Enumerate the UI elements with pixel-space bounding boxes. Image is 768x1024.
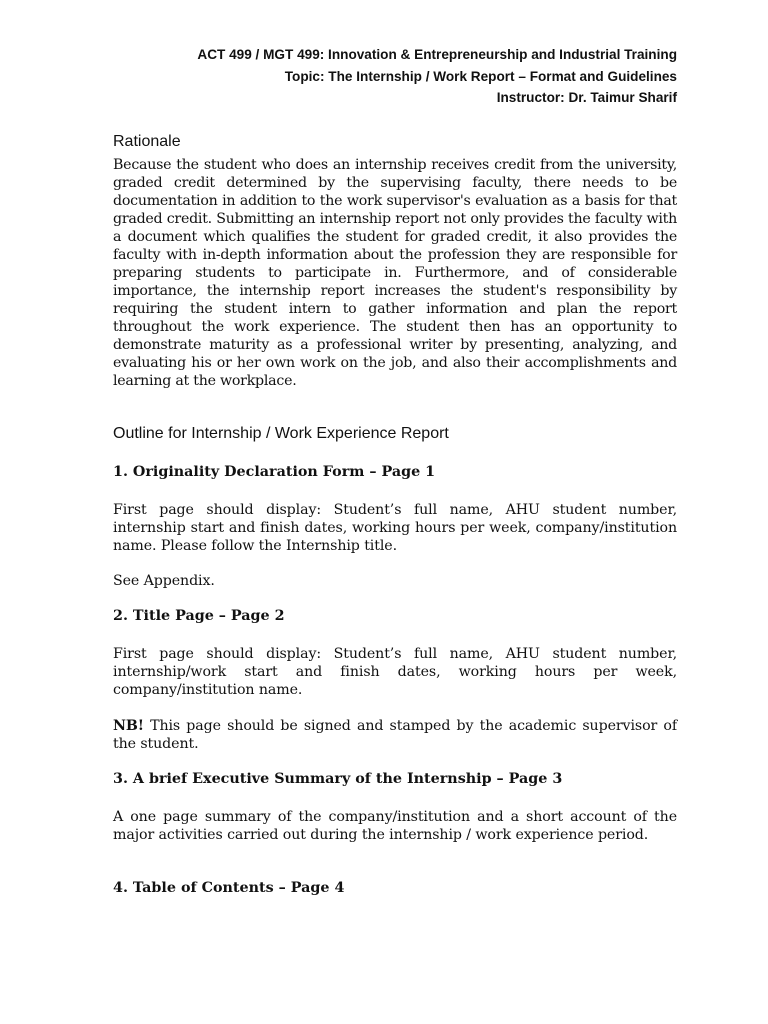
nb-text: This page should be signed and stamped by the academic supervisor of the student. <box>113 718 677 752</box>
rationale-heading: Rationale <box>113 133 181 150</box>
outline-heading: Outline for Internship / Work Experience Report <box>113 425 449 442</box>
section-1-heading: 1. Originality Declaration Form – Page 1 <box>113 464 436 480</box>
section-2-paragraph: First page should display: Student’s full name, AHU student number, internship/work start and finish dates, working hours per week, company/institution name. <box>113 646 677 698</box>
section-3-heading: 3. A brief Executive Summary of the Internship – Page 3 <box>113 771 563 787</box>
topic-line: Topic: The Internship / Work Report – Format and Guidelines <box>284 68 677 84</box>
course-title: ACT 499 / MGT 499: Innovation & Entrepreneurship and Industrial Training <box>197 47 677 62</box>
section-4-heading: 4. Table of Contents – Page 4 <box>113 880 345 896</box>
document-header <box>57 44 677 109</box>
section-2-nb-paragraph <box>113 717 677 753</box>
instructor-line: Instructor: Dr. Taimur Sharif <box>496 90 677 105</box>
section-1-paragraph: First page should display: Student’s full name, AHU student number, internship start and finish dates, working hours per week, company/institution name. Please follow the Internship title. <box>113 502 677 554</box>
section-2-heading: 2. Title Page – Page 2 <box>113 608 285 624</box>
nb-label: NB! <box>113 718 144 734</box>
rationale-paragraph: Because the student who does an internship receives credit from the university, graded credit determined by the supervising faculty, there needs to be documentation in addition to the work supervisor's evaluation as a basis for that graded credit. Submitting an internship report not only provides the faculty with a document which qualifies the student for graded credit, it also provides the faculty with in-depth information about the profession they are responsible for preparing students to participate in. Furthermore, and of considerable importance, the internship report increases the student's responsibility by requiring the student intern to gather information and plan the report throughout the work experience. The student then has an opportunity to demonstrate maturity as a professional writer by presenting, analyzing, and evaluating his or her own work on the job, and also their accomplishments and learning at the workplace. <box>113 157 677 389</box>
section-1-note: See Appendix. <box>113 573 215 589</box>
section-3-paragraph: A one page summary of the company/institution and a short account of the major activities carried out during the internship / work experience period. <box>113 809 677 843</box>
